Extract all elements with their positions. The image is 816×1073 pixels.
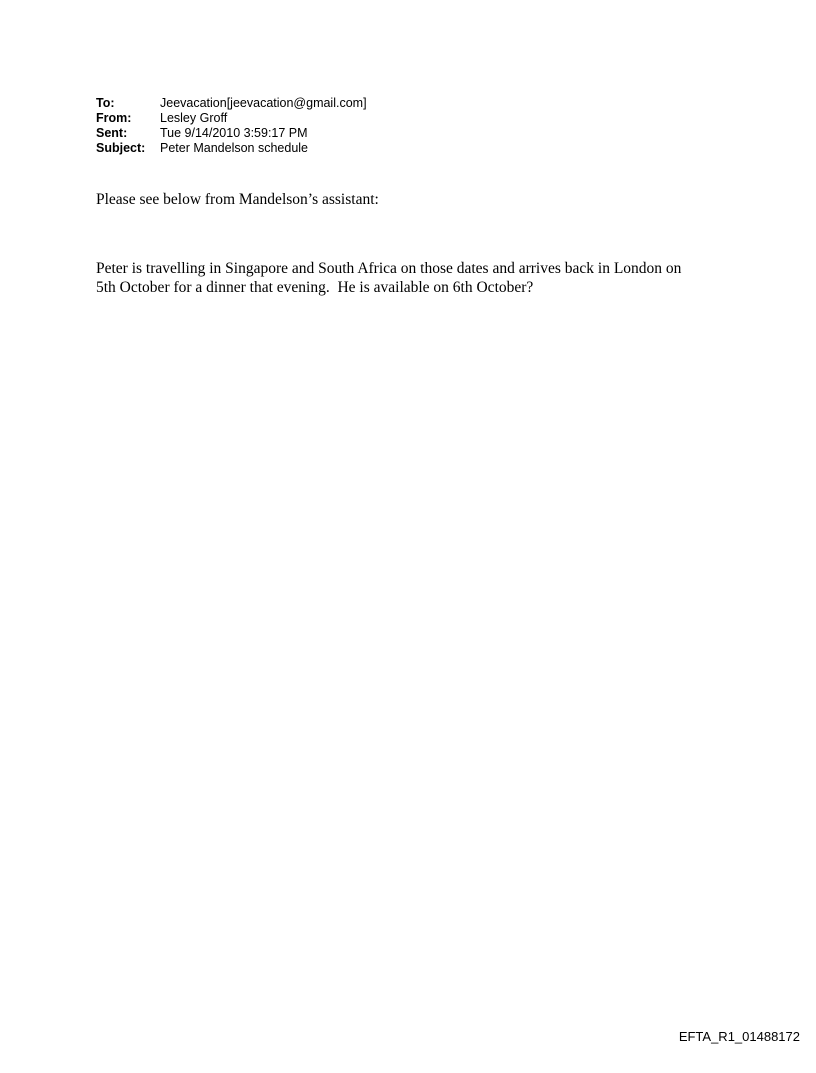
intro-text: Please see below from Mandelson’s assistant: bbox=[96, 191, 379, 208]
subject-label: Subject: bbox=[96, 141, 146, 155]
email-intro bbox=[96, 190, 736, 209]
sent-value: Tue 9/14/2010 3:59:17 PM bbox=[160, 126, 308, 140]
from-row bbox=[96, 111, 367, 126]
subject-value: Peter Mandelson schedule bbox=[160, 141, 309, 155]
message-line-1: Peter is travelling in Singapore and South Africa on those dates and arrives back in London on bbox=[96, 260, 682, 277]
sent-label: Sent: bbox=[96, 126, 128, 140]
email-message bbox=[96, 259, 736, 297]
to-value: Jeevacation[jeevacation@gmail.com] bbox=[160, 96, 367, 110]
sent-row bbox=[96, 126, 367, 141]
from-label: From: bbox=[96, 111, 132, 125]
document-id: EFTA_R1_01488172 bbox=[678, 1029, 800, 1044]
message-line-2: 5th October for a dinner that evening. He is available on 6th October? bbox=[96, 279, 534, 296]
subject-row bbox=[96, 141, 367, 156]
to-label: To: bbox=[96, 96, 115, 110]
to-row bbox=[96, 96, 367, 111]
email-header bbox=[96, 96, 367, 156]
from-value: Lesley Groff bbox=[160, 111, 228, 125]
